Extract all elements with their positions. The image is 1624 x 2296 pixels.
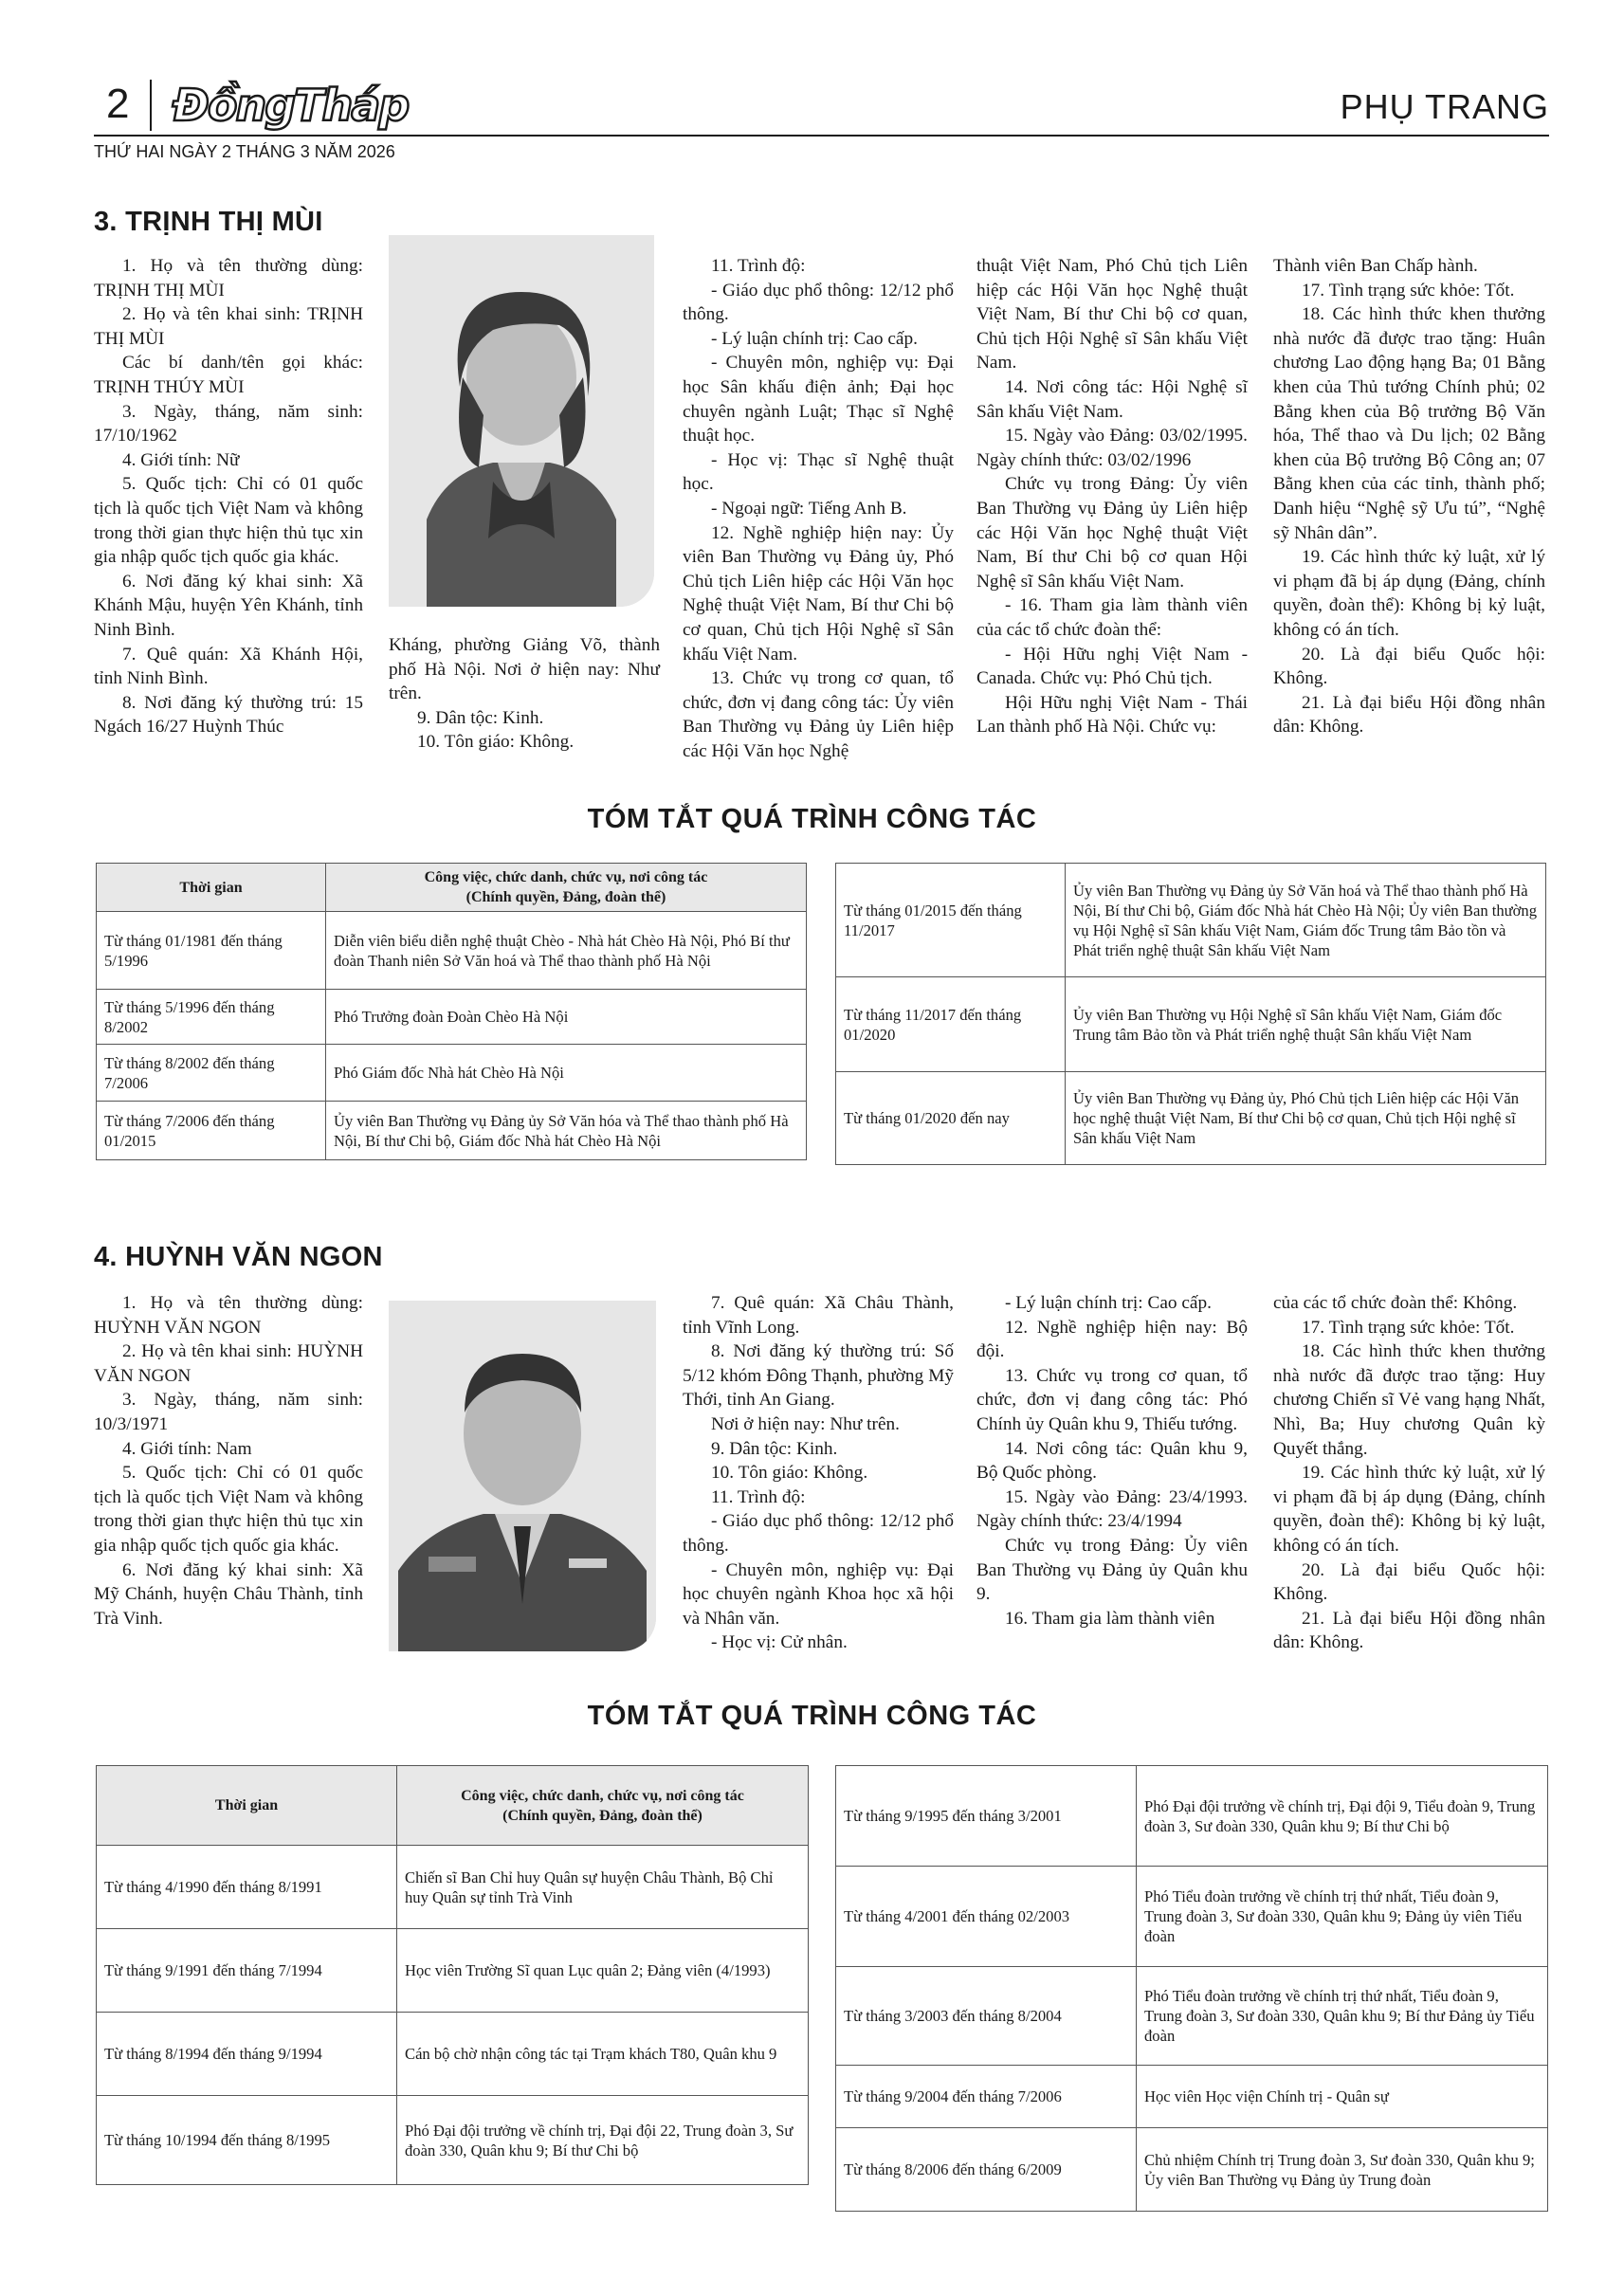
bio-line: của các tổ chức đoàn thể: Không. [1273, 1293, 1518, 1313]
bio-line: 11. Trình độ: [711, 1486, 806, 1507]
bio-line: - 16. Tham gia làm thành viên của các tổ chức đoàn thể: [976, 595, 1248, 640]
bio-line: - Chuyên môn, nghiệp vụ: Đại học chuyên ngành Khoa học xã hội và Nhân văn. [683, 1559, 954, 1629]
cell-time: Từ tháng 7/2006 đến tháng 01/2015 [97, 1102, 326, 1160]
cell-time: Từ tháng 3/2003 đến tháng 8/2004 [836, 1967, 1137, 2066]
bio-line: 6. Nơi đăng ký khai sinh: Xã Mỹ Chánh, huyện Châu Thành, tỉnh Trà Vinh. [94, 1559, 363, 1629]
bio-line: 3. Ngày, tháng, năm sinh: 17/10/1962 [94, 401, 363, 446]
bio-line: 6. Nơi đăng ký khai sinh: Xã Khánh Mậu, huyện Yên Khánh, tỉnh Ninh Bình. [94, 571, 363, 640]
table-row [836, 864, 1546, 977]
candidate-4-col4 [976, 1291, 1248, 1631]
bio-line: 9. Dân tộc: Kinh. [417, 707, 544, 728]
bio-line: 15. Ngày vào Đảng: 23/4/1993. Ngày chính thức: 23/4/1994 [976, 1486, 1248, 1532]
bio-line: 12. Nghề nghiệp hiện nay: Bộ đội. [976, 1317, 1248, 1362]
cell-time: Từ tháng 4/1990 đến tháng 8/1991 [97, 1846, 397, 1929]
table-row [836, 1766, 1548, 1867]
bio-line: 14. Nơi công tác: Hội Nghệ sĩ Sân khấu Việt Nam. [976, 376, 1248, 422]
bio-line: Các bí danh/tên gọi khác: TRỊNH THÚY MÙI [94, 353, 363, 397]
bio-line: 17. Tình trạng sức khỏe: Tốt. [1302, 280, 1515, 301]
candidate-3-col3 [683, 254, 954, 763]
cell-job: Cán bộ chờ nhận công tác tại Trạm khách T80, Quân khu 9 [397, 2013, 809, 2096]
bio-line: 3. Ngày, tháng, năm sinh: 10/3/1971 [94, 1390, 363, 1434]
cell-time: Từ tháng 01/2015 đến tháng 11/2017 [836, 864, 1066, 977]
cell-job: Ủy viên Ban Thường vụ Đảng ủy Sở Văn hóa và Thể thao thành phố Hà Nội, Bí thư Chi bộ, Giám đốc Nhà hát Chèo Hà Nội [326, 1102, 807, 1160]
bio-line: 14. Nơi công tác: Quân khu 9, Bộ Quốc phòng. [976, 1438, 1248, 1484]
cell-time: Từ tháng 5/1996 đến tháng 8/2002 [97, 990, 326, 1045]
bio-line: 13. Chức vụ trong cơ quan, tổ chức, đơn vị đang công tác: Ủy viên Ban Thường vụ Đảng ủy Liên hiệp các Hội Văn học Nghệ [683, 668, 954, 761]
header-time: Thời gian [97, 864, 326, 912]
candidate-3-col1 [94, 254, 363, 739]
cell-time: Từ tháng 01/1981 đến tháng 5/1996 [97, 912, 326, 990]
bio-line: 10. Tôn giáo: Không. [711, 1463, 868, 1484]
bio-line: 5. Quốc tịch: Chỉ có 01 quốc tịch là quốc tịch Việt Nam và không trong thời gian thực hiện thủ tục xin gia nhập quốc tịch quốc gia khác. [94, 474, 363, 568]
cell-time: Từ tháng 4/2001 đến tháng 02/2003 [836, 1867, 1137, 1967]
table-row [97, 2096, 809, 2185]
bio-line: 19. Các hình thức kỷ luật, xử lý vi phạm đã bị áp dụng (Đảng, chính quyền, đoàn thể): Không bị kỷ luật, không có án tích. [1273, 1463, 1545, 1556]
career-table-3-left [96, 863, 807, 1160]
candidate-4-col1 [94, 1291, 363, 1631]
header-job [326, 864, 807, 912]
cell-job: Học viên Học viện Chính trị - Quân sự [1137, 2066, 1548, 2128]
cell-time: Từ tháng 01/2020 đến nay [836, 1072, 1066, 1165]
table-row [836, 1867, 1548, 1967]
cell-job: Chủ nhiệm Chính trị Trung đoàn 3, Sư đoàn 330, Quân khu 9; Ủy viên Ban Thường vụ Đảng ủy Trung đoàn [1137, 2128, 1548, 2212]
bio-line: 11. Trình độ: [711, 256, 806, 276]
bio-line: 8. Nơi đăng ký thường trú: 15 Ngách 16/27 Huỳnh Thúc [94, 692, 363, 738]
bio-line: 7. Quê quán: Xã Châu Thành, tỉnh Vĩnh Long. [683, 1293, 954, 1338]
table-row [97, 1102, 807, 1160]
bio-line: 8. Nơi đăng ký thường trú: Số 5/12 khóm Đông Thạnh, phường Mỹ Thới, tỉnh An Giang. [683, 1341, 954, 1411]
bio-line: Hội Hữu nghị Việt Nam - Thái Lan thành phố Hà Nội. Chức vụ: [976, 692, 1248, 738]
candidate-3-title: 3. TRỊNH THỊ MÙI [94, 207, 323, 237]
bio-line: 21. Là đại biểu Hội đồng nhân dân: Không. [1273, 692, 1545, 738]
table-row [836, 2066, 1548, 2128]
bio-line: 19. Các hình thức kỷ luật, xử lý vi phạm đã bị áp dụng (Đảng, chính quyền, đoàn thể): Không bị kỷ luật, không có án tích. [1273, 547, 1545, 640]
cell-job: Phó Đại đội trưởng về chính trị, Đại đội 22, Trung đoàn 3, Sư đoàn 330, Quân khu 9; Bí thư Chi bộ [397, 2096, 809, 2185]
bio-line: Chức vụ trong Đảng: Ủy viên Ban Thường vụ Đảng ủy Quân khu 9. [976, 1535, 1248, 1605]
table-row [97, 912, 807, 990]
cell-job: Phó Đại đội trưởng về chính trị, Đại đội 9, Tiểu đoàn 9, Trung đoàn 3, Sư đoàn 330, Quân khu 9; Bí thư Chi bộ [1137, 1766, 1548, 1867]
bio-line: 10. Tôn giáo: Không. [417, 732, 575, 753]
bio-line: - Lý luận chính trị: Cao cấp. [1005, 1293, 1212, 1313]
header-divider [150, 80, 152, 131]
candidate-3-col4 [976, 254, 1248, 739]
cell-job: Ủy viên Ban Thường vụ Hội Nghệ sĩ Sân khấu Việt Nam, Giám đốc Trung tâm Bảo tồn và Phát triển nghệ thuật Sân khấu Việt Nam [1066, 977, 1546, 1072]
bio-line: Thành viên Ban Chấp hành. [1273, 256, 1478, 276]
bio-line: Kháng, phường Giảng Võ, thành phố Hà Nội. Nơi ở hiện nay: Như trên. [389, 635, 660, 704]
cell-time: Từ tháng 8/2006 đến tháng 6/2009 [836, 2128, 1137, 2212]
table-row [836, 977, 1546, 1072]
bio-line: 9. Dân tộc: Kinh. [711, 1438, 838, 1459]
bio-line: - Giáo dục phổ thông: 12/12 phổ thông. [683, 1511, 954, 1556]
cell-job: Phó Giám đốc Nhà hát Chèo Hà Nội [326, 1045, 807, 1102]
bio-line: 1. Họ và tên thường dùng: HUỲNH VĂN NGON [94, 1293, 363, 1338]
table-header-row [97, 864, 807, 912]
candidate-3-col2 [389, 633, 660, 755]
cell-job: Ủy viên Ban Thường vụ Đảng ủy, Phó Chủ tịch Liên hiệp các Hội Văn học nghệ thuật Việt Nam, Bí thư Chi bộ cơ quan, Chủ tịch Hội nghệ sĩ Sân khấu Việt Nam [1066, 1072, 1546, 1165]
bio-line: - Ngoại ngữ: Tiếng Anh B. [711, 498, 907, 519]
publication-date: THỨ HAI NGÀY 2 THÁNG 3 NĂM 2026 [94, 142, 395, 161]
header-job-line2: (Chính quyền, Đảng, đoàn thể) [465, 889, 666, 905]
bio-line: 20. Là đại biểu Quốc hội: Không. [1273, 1559, 1545, 1605]
bio-line: 17. Tình trạng sức khỏe: Tốt. [1302, 1317, 1515, 1338]
bio-line: 4. Giới tính: Nam [122, 1438, 252, 1459]
bio-line: - Hội Hữu nghị Việt Nam - Canada. Chức vụ: Phó Chủ tịch. [976, 644, 1248, 689]
newspaper-logo: ĐồngTháp [173, 80, 409, 131]
page-number: 2 [106, 81, 130, 127]
cell-time: Từ tháng 9/1991 đến tháng 7/1994 [97, 1929, 397, 2013]
table-row [97, 2013, 809, 2096]
bio-line: - Học vị: Thạc sĩ Nghệ thuật học. [683, 449, 954, 495]
bio-line: 20. Là đại biểu Quốc hội: Không. [1273, 644, 1545, 689]
candidate-4-portrait [389, 1301, 656, 1651]
table-row [97, 990, 807, 1045]
bio-line: - Học vị: Cử nhân. [711, 1632, 848, 1653]
bio-line: 18. Các hình thức khen thưởng nhà nước đã được trao tặng: Huy chương Chiến sĩ Vẻ vang hạng Nhất, Nhì, Ba; Huy chương Quân kỳ Quyết thắng. [1273, 1341, 1545, 1459]
header-time: Thời gian [97, 1766, 397, 1846]
bio-line: - Lý luận chính trị: Cao cấp. [711, 328, 918, 349]
header-job-line1: Công việc, chức danh, chức vụ, nơi công tác [461, 1787, 744, 1804]
cell-time: Từ tháng 9/1995 đến tháng 3/2001 [836, 1766, 1137, 1867]
cell-job: Phó Trưởng đoàn Đoàn Chèo Hà Nội [326, 990, 807, 1045]
bio-line: 12. Nghề nghiệp hiện nay: Ủy viên Ban Thường vụ Đảng ủy, Phó Chủ tịch Liên hiệp các Hội Văn học Nghệ thuật Việt Nam, Bí thư Chi bộ cơ quan, Chủ tịch Hội Nghệ sĩ Sân khấu Việt Nam. [683, 522, 954, 665]
cell-job: Học viên Trường Sĩ quan Lục quân 2; Đảng viên (4/1993) [397, 1929, 809, 2013]
bio-line: 2. Họ và tên khai sinh: TRỊNH THỊ MÙI [94, 304, 363, 349]
bio-line: 18. Các hình thức khen thưởng nhà nước đã được trao tặng: Huân chương Lao động hạng Ba; 01 Bằng khen của Thủ tướng Chính phủ; 02 Bằng khen của Bộ trưởng Bộ Văn hóa, Thể thao và Du lịch; 02 Bằng khen của Bộ trưởng Bộ Công an; 07 Bằng khen của các tỉnh, thành phố; Danh hiệu “Nghệ sỹ Ưu tú”, “Nghệ sỹ Nhân dân”. [1273, 304, 1545, 543]
bio-line: 15. Ngày vào Đảng: 03/02/1995. Ngày chính thức: 03/02/1996 [976, 426, 1248, 470]
bio-line: 13. Chức vụ trong cơ quan, tổ chức, đơn vị đang công tác: Phó Chính ủy Quân khu 9, Thiếu tướng. [976, 1365, 1248, 1434]
candidate-4-col3 [683, 1291, 954, 1655]
summary-title-4: TÓM TẮT QUÁ TRÌNH CÔNG TÁC [587, 1701, 1037, 1731]
header-job-line1: Công việc, chức danh, chức vụ, nơi công tác [424, 869, 708, 885]
summary-title-3: TÓM TẮT QUÁ TRÌNH CÔNG TÁC [587, 804, 1037, 834]
bio-line: 4. Giới tính: Nữ [122, 449, 240, 470]
section-name: PHỤ TRANG [1340, 87, 1549, 126]
bio-line: 5. Quốc tịch: Chỉ có 01 quốc tịch là quốc tịch Việt Nam và không trong thời gian thực hiện thủ tục xin gia nhập quốc tịch quốc gia khác. [94, 1463, 363, 1556]
table-row [97, 1045, 807, 1102]
bio-line: 7. Quê quán: Xã Khánh Hội, tỉnh Ninh Bình. [94, 644, 363, 689]
career-table-3-right [835, 863, 1546, 1165]
header-job [397, 1766, 809, 1846]
table-row [836, 1967, 1548, 2066]
candidate-3-portrait [389, 235, 654, 607]
table-row [836, 1072, 1546, 1165]
bio-line: 2. Họ và tên khai sinh: HUỲNH VĂN NGON [94, 1341, 363, 1386]
cell-job: Chiến sĩ Ban Chỉ huy Quân sự huyện Châu Thành, Bộ Chỉ huy Quân sự tỉnh Trà Vinh [397, 1846, 809, 1929]
bio-line: thuật Việt Nam, Phó Chủ tịch Liên hiệp các Hội Văn học Nghệ thuật Việt Nam, Bí thư Chi bộ cơ quan, Chủ tịch Hội Nghệ sĩ Sân khấu Việt Nam. [976, 256, 1248, 374]
cell-job: Diễn viên biểu diễn nghệ thuật Chèo - Nhà hát Chèo Hà Nội, Phó Bí thư đoàn Thanh niên Sở Văn hoá và Thể thao thành phố Hà Nội [326, 912, 807, 990]
candidate-4-title: 4. HUỲNH VĂN NGON [94, 1242, 383, 1272]
bio-line: - Giáo dục phổ thông: 12/12 phổ thông. [683, 280, 954, 325]
cell-job: Phó Tiểu đoàn trưởng về chính trị thứ nhất, Tiểu đoàn 9, Trung đoàn 3, Sư đoàn 330, Quân khu 9; Đảng ủy viên Tiểu đoàn [1137, 1867, 1548, 1967]
header-rule [94, 135, 1549, 137]
bio-line: Nơi ở hiện nay: Như trên. [711, 1413, 900, 1434]
cell-time: Từ tháng 8/2002 đến tháng 7/2006 [97, 1045, 326, 1102]
cell-time: Từ tháng 8/1994 đến tháng 9/1994 [97, 2013, 397, 2096]
bio-line: - Chuyên môn, nghiệp vụ: Đại học Sân khấu điện ảnh; Đại học chuyên ngành Luật; Thạc sĩ Nghệ thuật học. [683, 353, 954, 446]
cell-job: Phó Tiểu đoàn trưởng về chính trị thứ nhất, Tiểu đoàn 9, Trung đoàn 3, Sư đoàn 330, Quân khu 9; Bí thư Đảng ủy Tiểu đoàn [1137, 1967, 1548, 2066]
career-table-4-left [96, 1765, 809, 2185]
candidate-3-col5 [1273, 254, 1545, 739]
career-table-4-right [835, 1765, 1548, 2212]
bio-line: 1. Họ và tên thường dùng: TRỊNH THỊ MÙI [94, 256, 363, 301]
table-row [836, 2128, 1548, 2212]
cell-job: Ủy viên Ban Thường vụ Đảng ủy Sở Văn hoá và Thể thao thành phố Hà Nội, Bí thư Chi bộ, Giám đốc Nhà hát Chèo Hà Nội; Ủy viên Ban thường vụ Hội Nghệ sĩ Sân khấu Việt Nam, Giám đốc Trung tâm Bảo tồn và Phát triển nghệ thuật Sân khấu Việt Nam [1066, 864, 1546, 977]
candidate-4-col5 [1273, 1291, 1545, 1655]
bio-line: Chức vụ trong Đảng: Ủy viên Ban Thường vụ Đảng ủy Liên hiệp các Hội Văn học Nghệ thuật Việt Nam, Bí thư Chi bộ cơ quan Hội Nghệ sĩ Sân khấu Việt Nam. [976, 474, 1248, 592]
table-row [97, 1929, 809, 2013]
cell-time: Từ tháng 10/1994 đến tháng 8/1995 [97, 2096, 397, 2185]
table-row [97, 1846, 809, 1929]
bio-line: 21. Là đại biểu Hội đồng nhân dân: Không. [1273, 1608, 1545, 1653]
header-job-line2: (Chính quyền, Đảng, đoàn thể) [502, 1807, 703, 1824]
cell-time: Từ tháng 9/2004 đến tháng 7/2006 [836, 2066, 1137, 2128]
cell-time: Từ tháng 11/2017 đến tháng 01/2020 [836, 977, 1066, 1072]
bio-line: 16. Tham gia làm thành viên [1005, 1608, 1215, 1629]
table-header-row [97, 1766, 809, 1846]
